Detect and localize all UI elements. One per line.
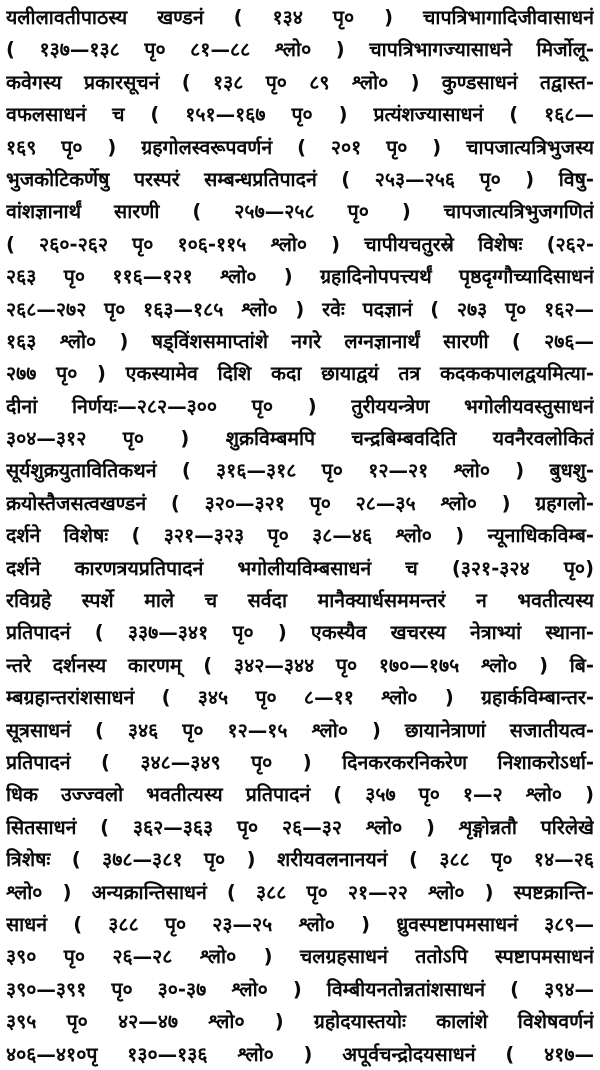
text-line-32: ३९५ पृ० ४२—४७ श्लो० ) ग्रहोदयास्तयोः कालांशे विशेषवर्णनं [6, 1010, 594, 1034]
text-line-8: ( २६०-२६२ पृ० १०६-११५ श्लो० ) चापीयचतुरस्रे विशेषः (२६२- [6, 232, 594, 256]
text-line-21: न्तरे दर्शनस्य कारणम् ( ३४२—३४४ पृ० १७०—१७५ श्लो० ) बि- [6, 653, 594, 677]
text-line-13: दीनां निर्णयः—२८२—३०० पृ० ) तुरीययन्त्रेण भगोलीयवस्तुसाधनं [6, 394, 594, 418]
text-line-22: म्बग्रहान्तरांशसाधनं ( ३४५ पृ० ८—११ श्लो० ) ग्रहार्कविम्बान्तर- [6, 686, 594, 710]
text-line-27: त्रिशेषः ( ३७८—३८१ पृ० ) शरीयवलनानयनं ( ३८८ पृ० १४—२६ [6, 848, 594, 872]
text-line-2: ( १३७—१३८ पृ० ८१—८८ श्लो० ) चापत्रिभागज्यासाधने मिर्जोलू- [6, 38, 594, 62]
text-line-17: दर्शने विशेषः ( ३२१—३२३ पृ० ३८—४६ श्लो० ) न्यूनाधिकविम्ब- [6, 524, 594, 548]
text-line-9: २६३ पृ० ११६—१२१ श्लो० ) ग्रहादिनोपपत्त्यर्थं पृष्ठदृग्गौच्यादिसाधनं [6, 265, 594, 289]
text-line-30: ३९० पृ० २६—२८ श्लो० ) चलग्रहसाधनं ततोऽपि स्पष्टापमसाधनं [6, 945, 594, 969]
text-line-14: ३०४—३१२ पृ० ) शुक्रविम्बमपि चन्द्रबिम्बवदिति यवनैरवलोकितं [6, 427, 594, 451]
text-line-26: सितसाधनं ( ३६२—३६३ पृ० २६—३२ श्लो० ) शृङ्गोन्नतौ परिलेखे [6, 815, 594, 839]
body-text [6, 2, 594, 1070]
text-line-24: प्रतिपादनं ( ३४८—३४९ पृ० ) दिनकरकरनिकरेण निशाकरोऽर्धा- [6, 750, 594, 774]
text-line-11: १६३ श्लो० ) षड्विंशसमाप्तांशे नगरे लग्नज्ञानार्थं सारणी ( २७६— [6, 329, 594, 353]
text-line-3: कवेगस्य प्रकारसूचनं ( १३८ पृ० ८९ श्लो० ) कुण्डसाधनं तद्वास्त- [6, 70, 594, 94]
text-line-12: २७७ पृ० ) एकस्यामेव दिशि कदा छायाद्वयं तत्र कदककपालद्वयमित्या- [6, 362, 594, 386]
text-line-28: श्लो० ) अन्यक्रान्तिसाधनं ( ३८८ पृ० २१—२२ श्लो० ) स्पष्टक्रान्ति- [6, 880, 594, 904]
text-line-25: धिक उज्ज्वलो भवतीत्यस्य प्रतिपादनं ( ३५७ पृ० १—२ श्लो० ) [6, 783, 594, 807]
text-line-31: ३९०—३९१ पृ० ३०-३७ श्लो० ) विम्बीयनतोन्नतांशसाधनं ( ३९४— [6, 977, 594, 1001]
text-line-23: सूत्रसाधनं ( ३४६ पृ० १२—१५ श्लो० ) छायानेत्राणां सजातीयत्व- [6, 718, 594, 742]
text-line-5: १६९ पृ० ) ग्रहगोलस्वरूपवर्णनं ( २०१ पृ० ) चापजात्यत्रिभुजस्य [6, 135, 594, 159]
text-line-20: प्रतिपादनं ( ३३७—३४१ पृ० ) एकस्यैव खचरस्य नेत्राभ्यां स्थाना- [6, 621, 594, 645]
text-line-6: भुजकोटिकर्णेषु परस्परं सम्बन्धप्रतिपादनं ( २५३—२५६ पृ० ) विषु- [6, 167, 594, 191]
text-line-18: दर्शने कारणत्रयप्रतिपादनं भगोलीयविम्बसाधनं च (३२१-३२४ पृ०) [6, 556, 594, 580]
text-line-15: सूर्यशुक्रयुतावितिकथनं ( ३१६—३१८ पृ० १२—२१ श्लो० ) बुधशु- [6, 459, 594, 483]
text-line-29: साधनं ( ३८८ पृ० २३—२५ श्लो० ) ध्रुवस्पष्टापमसाधनं ३८९— [6, 912, 594, 936]
text-line-16: क्रयोस्तैजसत्वखण्डनं ( ३२०—३२१ पृ० २८—३५ श्लो० ) ग्रहगलो- [6, 491, 594, 515]
text-line-4: वफलसाधनं च ( १५१—१६७ पृ० ) प्रत्यंशज्यासाधनं ( १६८— [6, 103, 594, 127]
text-line-19: रविग्रहे स्पर्शे माले च सर्वदा मानैक्यार्धसममन्तरं न भवतीत्यस्य [6, 589, 594, 613]
text-line-1: यलीलावतीपाठस्य खण्डनं ( १३४ पृ० ) चापत्रिभागादिजीवासाधनं [6, 6, 594, 29]
text-line-7: वांशज्ञानार्थं सारणी ( २५७—२५८ पृ० ) चापजात्यत्रिभुजगणितं [6, 200, 594, 224]
text-line-33: ४०६—४१०पृ १३०—१३६ श्लो० ) अपूर्वचन्द्रोदयसाधनं ( ४१७— [6, 1042, 594, 1066]
text-line-10: २६८—२७२ पृ० १६३—१८५ श्लो० ) रवेः पदज्ञानं ( २७३ पृ० १६२— [6, 297, 594, 321]
